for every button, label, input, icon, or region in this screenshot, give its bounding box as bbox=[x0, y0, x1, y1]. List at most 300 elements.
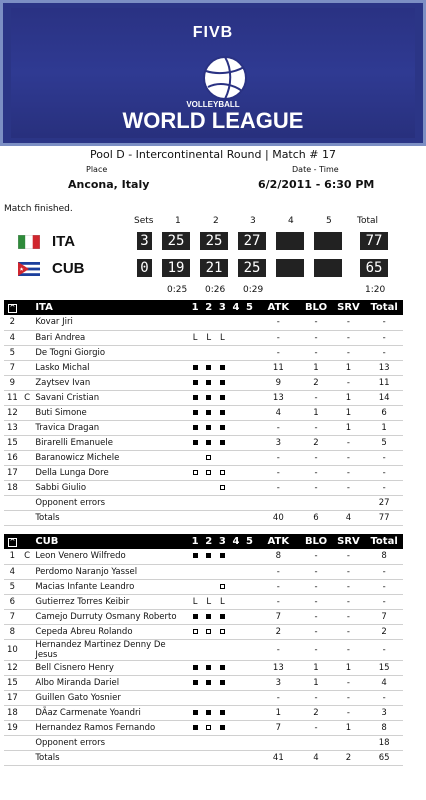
table-row bbox=[4, 675, 403, 690]
col-atk: ATK bbox=[256, 300, 300, 315]
team-code-ita: ITA bbox=[52, 233, 76, 250]
set5-score-cub bbox=[314, 259, 342, 277]
set-participation-cell bbox=[229, 405, 243, 420]
total-points: 15 bbox=[365, 660, 403, 675]
set-participation-cell bbox=[188, 624, 202, 639]
block-points: - bbox=[300, 720, 331, 735]
player-name: Leon Venero Wilfredo bbox=[33, 549, 188, 564]
table-row bbox=[4, 345, 403, 360]
total-points: - bbox=[365, 690, 403, 705]
set5-header: 5 bbox=[326, 216, 332, 226]
attack-points: 1 bbox=[256, 705, 300, 720]
played-full-set-icon bbox=[206, 410, 211, 415]
cub-table-header bbox=[4, 534, 403, 549]
empty-cell bbox=[21, 495, 34, 510]
total-score-cub: 65 bbox=[360, 259, 388, 277]
serve-points: - bbox=[332, 675, 366, 690]
captain-marker bbox=[21, 564, 34, 579]
banner-title: WORLD LEAGUE bbox=[122, 108, 304, 133]
total-points: 8 bbox=[365, 720, 403, 735]
set-participation-cell bbox=[229, 480, 243, 495]
collapse-icon[interactable]: ^ bbox=[9, 538, 16, 546]
player-name: Hernandez Ramos Fernando bbox=[33, 720, 188, 735]
total-points: - bbox=[365, 564, 403, 579]
player-name: Kovar Jiri bbox=[33, 315, 188, 330]
total-points: 1 bbox=[365, 420, 403, 435]
set-participation-cell bbox=[229, 720, 243, 735]
empty-cell bbox=[4, 510, 21, 525]
set-participation-cell bbox=[243, 480, 257, 495]
serve-points: - bbox=[332, 345, 366, 360]
player-number: 16 bbox=[4, 450, 21, 465]
set-participation-cell bbox=[229, 390, 243, 405]
block-points: 1 bbox=[300, 660, 331, 675]
scoreboard-row-cub bbox=[0, 258, 426, 280]
player-number: 11 bbox=[4, 390, 21, 405]
set-participation-cell bbox=[202, 435, 216, 450]
collapse-toggle[interactable] bbox=[4, 534, 21, 549]
player-number: 5 bbox=[4, 579, 21, 594]
set-participation-cell bbox=[243, 639, 257, 660]
substitute-icon bbox=[206, 629, 211, 634]
set-participation-cell bbox=[188, 690, 202, 705]
opponent-errors-label: Opponent errors bbox=[33, 735, 365, 750]
col-set2: 2 bbox=[202, 534, 216, 549]
played-full-set-icon bbox=[193, 553, 198, 558]
set-participation-cell bbox=[202, 465, 216, 480]
played-full-set-icon bbox=[206, 395, 211, 400]
set-participation-cell bbox=[243, 594, 257, 609]
serve-points: - bbox=[332, 480, 366, 495]
set-participation-cell bbox=[216, 675, 230, 690]
set-participation-cell bbox=[188, 579, 202, 594]
serve-points: - bbox=[332, 564, 366, 579]
player-number: 7 bbox=[4, 609, 21, 624]
table-row bbox=[4, 690, 403, 705]
set-participation-cell bbox=[229, 549, 243, 564]
set-participation-cell bbox=[188, 564, 202, 579]
total-points: 13 bbox=[365, 360, 403, 375]
set4-score-ita bbox=[276, 232, 304, 250]
serve-points: 1 bbox=[332, 420, 366, 435]
match-duration: 1:20 bbox=[365, 285, 386, 295]
set-participation-cell bbox=[188, 405, 202, 420]
set-participation-cell bbox=[202, 420, 216, 435]
set-participation-cell bbox=[202, 360, 216, 375]
set-participation-cell: L bbox=[202, 330, 216, 345]
set-participation-cell bbox=[243, 450, 257, 465]
set3-score-ita: 27 bbox=[238, 232, 266, 250]
serve-points: - bbox=[332, 315, 366, 330]
played-full-set-icon bbox=[220, 614, 225, 619]
sets-won-ita: 3 bbox=[137, 232, 152, 250]
opponent-errors-label: Opponent errors bbox=[33, 495, 365, 510]
player-number: 17 bbox=[4, 690, 21, 705]
serve-points: - bbox=[332, 594, 366, 609]
set-participation-cell bbox=[229, 675, 243, 690]
captain-marker bbox=[21, 609, 34, 624]
set2-score-ita: 25 bbox=[200, 232, 228, 250]
set-participation-cell bbox=[216, 405, 230, 420]
set-participation-cell bbox=[188, 705, 202, 720]
set-participation-cell bbox=[202, 609, 216, 624]
cub-stats-table bbox=[4, 534, 403, 766]
collapse-icon[interactable]: ^ bbox=[9, 304, 16, 312]
set-participation-cell bbox=[188, 609, 202, 624]
set-participation-cell bbox=[229, 375, 243, 390]
player-name: Hernandez Martinez Denny De Jesus bbox=[33, 639, 188, 660]
pool-heading: Pool D - Intercontinental Round | Match # 17 bbox=[90, 148, 336, 161]
player-name: Camejo Durruty Osmany Roberto bbox=[33, 609, 188, 624]
table-row bbox=[4, 660, 403, 675]
player-name: Zaytsev Ivan bbox=[33, 375, 188, 390]
player-number: 8 bbox=[4, 624, 21, 639]
player-name: Albo Miranda Dariel bbox=[33, 675, 188, 690]
captain-marker bbox=[21, 450, 34, 465]
played-full-set-icon bbox=[220, 365, 225, 370]
played-full-set-icon bbox=[220, 395, 225, 400]
set-participation-cell bbox=[243, 315, 257, 330]
empty-cell bbox=[21, 510, 34, 525]
block-points: - bbox=[300, 579, 331, 594]
place-label: Place bbox=[86, 165, 108, 174]
set-participation-cell bbox=[216, 690, 230, 705]
played-full-set-icon bbox=[220, 380, 225, 385]
world-league-banner bbox=[0, 0, 426, 146]
fivb-logo-text: FIVB bbox=[192, 24, 234, 41]
captain-marker: C bbox=[21, 390, 34, 405]
set-participation-cell: L bbox=[188, 594, 202, 609]
set-participation-cell bbox=[188, 549, 202, 564]
block-points: - bbox=[300, 609, 331, 624]
serve-points: - bbox=[332, 465, 366, 480]
player-number: 18 bbox=[4, 705, 21, 720]
captain-marker bbox=[21, 594, 34, 609]
played-full-set-icon bbox=[206, 614, 211, 619]
set-participation-cell bbox=[243, 390, 257, 405]
sets-won-cub: 0 bbox=[137, 259, 152, 277]
set-participation-cell bbox=[216, 564, 230, 579]
player-name: Perdomo Naranjo Yassel bbox=[33, 564, 188, 579]
attack-points: 8 bbox=[256, 549, 300, 564]
played-full-set-icon bbox=[193, 380, 198, 385]
set-participation-cell bbox=[243, 690, 257, 705]
total-points: - bbox=[365, 330, 403, 345]
set3-duration: 0:29 bbox=[243, 285, 264, 295]
table-row bbox=[4, 375, 403, 390]
set-participation-cell bbox=[243, 564, 257, 579]
set-participation-cell bbox=[216, 720, 230, 735]
set-participation-cell bbox=[243, 405, 257, 420]
set-participation-cell bbox=[243, 330, 257, 345]
serve-points: - bbox=[332, 435, 366, 450]
set-participation-cell bbox=[188, 720, 202, 735]
played-full-set-icon bbox=[220, 710, 225, 715]
serve-points: 1 bbox=[332, 390, 366, 405]
played-full-set-icon bbox=[193, 665, 198, 670]
set-participation-cell bbox=[216, 345, 230, 360]
set-participation-cell bbox=[188, 480, 202, 495]
set-participation-cell bbox=[202, 639, 216, 660]
set-participation-cell bbox=[243, 579, 257, 594]
block-points: - bbox=[300, 549, 331, 564]
totals-row bbox=[4, 750, 403, 765]
total-points: - bbox=[365, 450, 403, 465]
block-points: 1 bbox=[300, 405, 331, 420]
ita-stats-table bbox=[4, 300, 403, 526]
set-participation-cell bbox=[188, 675, 202, 690]
table-row bbox=[4, 705, 403, 720]
set4-header: 4 bbox=[288, 216, 294, 226]
played-full-set-icon bbox=[206, 425, 211, 430]
played-full-set-icon bbox=[220, 553, 225, 558]
player-number: 12 bbox=[4, 660, 21, 675]
set3-score-cub: 25 bbox=[238, 259, 266, 277]
totals-row bbox=[4, 510, 403, 525]
set-participation-cell bbox=[229, 420, 243, 435]
substitute-icon bbox=[206, 455, 211, 460]
player-number: 5 bbox=[4, 345, 21, 360]
set-participation-cell bbox=[188, 435, 202, 450]
player-name: Savani Cristian bbox=[33, 390, 188, 405]
substitute-icon bbox=[220, 629, 225, 634]
player-name: Bari Andrea bbox=[33, 330, 188, 345]
set-participation-cell bbox=[229, 450, 243, 465]
attack-points: - bbox=[256, 330, 300, 345]
set-participation-cell bbox=[243, 624, 257, 639]
set-participation-cell bbox=[229, 435, 243, 450]
set-participation-cell bbox=[188, 315, 202, 330]
col-total: Total bbox=[365, 300, 403, 315]
col-set4: 4 bbox=[229, 534, 243, 549]
set-participation-cell bbox=[202, 480, 216, 495]
col-srv: SRV bbox=[332, 534, 366, 549]
player-name: Macias Infante Leandro bbox=[33, 579, 188, 594]
set-participation-cell bbox=[202, 375, 216, 390]
total-points: 3 bbox=[365, 705, 403, 720]
set-participation-cell bbox=[229, 609, 243, 624]
substitute-icon bbox=[220, 470, 225, 475]
collapse-toggle[interactable] bbox=[4, 300, 21, 315]
total-points: - bbox=[365, 594, 403, 609]
attack-points: 4 bbox=[256, 405, 300, 420]
set-participation-cell bbox=[229, 360, 243, 375]
set-participation-cell bbox=[243, 675, 257, 690]
set-participation-cell bbox=[216, 624, 230, 639]
set-participation-cell bbox=[229, 624, 243, 639]
set-participation-cell: L bbox=[216, 330, 230, 345]
substitute-icon bbox=[193, 470, 198, 475]
empty-cell bbox=[4, 735, 21, 750]
banner-subtitle: VOLLEYBALL bbox=[186, 100, 240, 109]
block-points: - bbox=[300, 639, 331, 660]
attack-points: - bbox=[256, 594, 300, 609]
set-participation-cell bbox=[188, 360, 202, 375]
captain-marker bbox=[21, 315, 34, 330]
set-participation-cell bbox=[243, 420, 257, 435]
substitute-icon bbox=[193, 629, 198, 634]
played-full-set-icon bbox=[220, 680, 225, 685]
attack-points: - bbox=[256, 480, 300, 495]
block-points: - bbox=[300, 345, 331, 360]
opponent-errors-total: 27 bbox=[365, 495, 403, 510]
table-row bbox=[4, 579, 403, 594]
date-value: 6/2/2011 - 6:30 PM bbox=[258, 178, 375, 191]
set-participation-cell bbox=[229, 330, 243, 345]
volleyball-icon bbox=[202, 55, 248, 101]
empty-cell bbox=[21, 735, 34, 750]
set-participation-cell bbox=[216, 375, 230, 390]
table-row bbox=[4, 720, 403, 735]
ita-table-header bbox=[4, 300, 403, 315]
player-name: Buti Simone bbox=[33, 405, 188, 420]
table-row bbox=[4, 549, 403, 564]
played-full-set-icon bbox=[206, 380, 211, 385]
total-points: 2 bbox=[365, 624, 403, 639]
serve-points: 1 bbox=[332, 360, 366, 375]
set-participation-cell: L bbox=[216, 594, 230, 609]
attack-points: - bbox=[256, 579, 300, 594]
player-number: 6 bbox=[4, 594, 21, 609]
player-number: 19 bbox=[4, 720, 21, 735]
attack-points: 7 bbox=[256, 720, 300, 735]
sets-header: Sets bbox=[134, 216, 154, 226]
match-status: Match finished. bbox=[4, 204, 73, 214]
captain-marker bbox=[21, 639, 34, 660]
serve-points: - bbox=[332, 690, 366, 705]
set1-score-ita: 25 bbox=[162, 232, 190, 250]
opponent-errors-row bbox=[4, 735, 403, 750]
played-full-set-icon bbox=[193, 614, 198, 619]
captain-marker: C bbox=[21, 549, 34, 564]
totals-label: Totals bbox=[33, 750, 256, 765]
attack-points: - bbox=[256, 639, 300, 660]
attack-points: - bbox=[256, 564, 300, 579]
serve-points: - bbox=[332, 639, 366, 660]
set-participation-cell bbox=[243, 345, 257, 360]
block-points: - bbox=[300, 624, 331, 639]
captain-marker bbox=[21, 705, 34, 720]
captain-marker bbox=[21, 480, 34, 495]
col-set2: 2 bbox=[202, 300, 216, 315]
attack-points: - bbox=[256, 345, 300, 360]
total-points: - bbox=[365, 465, 403, 480]
block-points: - bbox=[300, 315, 331, 330]
player-number: 7 bbox=[4, 360, 21, 375]
player-name: Cepeda Abreu Rolando bbox=[33, 624, 188, 639]
player-name: Travica Dragan bbox=[33, 420, 188, 435]
played-full-set-icon bbox=[220, 410, 225, 415]
total-points: - bbox=[365, 579, 403, 594]
totals-total: 65 bbox=[365, 750, 403, 765]
table-row bbox=[4, 639, 403, 660]
date-label: Date - Time bbox=[292, 165, 339, 174]
total-points: 11 bbox=[365, 375, 403, 390]
serve-points: 1 bbox=[332, 720, 366, 735]
team-code-cub: CUB bbox=[52, 260, 85, 277]
set2-score-cub: 21 bbox=[200, 259, 228, 277]
total-points: - bbox=[365, 639, 403, 660]
player-number: 15 bbox=[4, 675, 21, 690]
played-full-set-icon bbox=[220, 425, 225, 430]
block-points: - bbox=[300, 594, 331, 609]
set-participation-cell bbox=[202, 564, 216, 579]
cuba-flag-icon bbox=[18, 262, 40, 276]
played-full-set-icon bbox=[193, 365, 198, 370]
col-atk: ATK bbox=[256, 534, 300, 549]
table-row bbox=[4, 405, 403, 420]
block-points: 2 bbox=[300, 375, 331, 390]
set-participation-cell: L bbox=[188, 330, 202, 345]
place-value: Ancona, Italy bbox=[68, 178, 150, 191]
total-points: 8 bbox=[365, 549, 403, 564]
col-srv: SRV bbox=[332, 300, 366, 315]
player-number: 4 bbox=[4, 564, 21, 579]
totals-serve: 2 bbox=[332, 750, 366, 765]
table-row bbox=[4, 360, 403, 375]
set-participation-cell bbox=[216, 660, 230, 675]
total-points: - bbox=[365, 480, 403, 495]
serve-points: 1 bbox=[332, 660, 366, 675]
player-name: Bell Cisnero Henry bbox=[33, 660, 188, 675]
total-points: 14 bbox=[365, 390, 403, 405]
set3-header: 3 bbox=[250, 216, 256, 226]
col-blo: BLO bbox=[300, 534, 331, 549]
empty-cell bbox=[4, 495, 21, 510]
set-participation-cell bbox=[229, 690, 243, 705]
table-row bbox=[4, 564, 403, 579]
set-participation-cell bbox=[229, 345, 243, 360]
opponent-errors-total: 18 bbox=[365, 735, 403, 750]
totals-block: 6 bbox=[300, 510, 331, 525]
captain-marker bbox=[21, 330, 34, 345]
attack-points: - bbox=[256, 420, 300, 435]
attack-points: 3 bbox=[256, 435, 300, 450]
table-row bbox=[4, 315, 403, 330]
total-points: 7 bbox=[365, 609, 403, 624]
played-full-set-icon bbox=[206, 440, 211, 445]
substitute-icon bbox=[220, 584, 225, 589]
set-participation-cell bbox=[216, 639, 230, 660]
set-participation-cell bbox=[243, 705, 257, 720]
attack-points: 11 bbox=[256, 360, 300, 375]
played-full-set-icon bbox=[193, 425, 198, 430]
total-points: - bbox=[365, 345, 403, 360]
table-row bbox=[4, 594, 403, 609]
block-points: - bbox=[300, 330, 331, 345]
total-header: Total bbox=[357, 216, 379, 226]
totals-attack: 40 bbox=[256, 510, 300, 525]
player-number: 15 bbox=[4, 435, 21, 450]
player-number: 13 bbox=[4, 420, 21, 435]
empty-cell bbox=[4, 750, 21, 765]
block-points: - bbox=[300, 465, 331, 480]
col-blo: BLO bbox=[300, 300, 331, 315]
block-points: 2 bbox=[300, 435, 331, 450]
block-points: - bbox=[300, 450, 331, 465]
set-participation-cell bbox=[243, 435, 257, 450]
set-participation-cell bbox=[202, 345, 216, 360]
substitute-icon bbox=[206, 725, 211, 730]
serve-points: - bbox=[332, 375, 366, 390]
player-number: 1 bbox=[4, 549, 21, 564]
set1-score-cub: 19 bbox=[162, 259, 190, 277]
block-points: 2 bbox=[300, 705, 331, 720]
set-participation-cell bbox=[216, 315, 230, 330]
set5-score-ita bbox=[314, 232, 342, 250]
serve-points: - bbox=[332, 705, 366, 720]
table-row bbox=[4, 450, 403, 465]
